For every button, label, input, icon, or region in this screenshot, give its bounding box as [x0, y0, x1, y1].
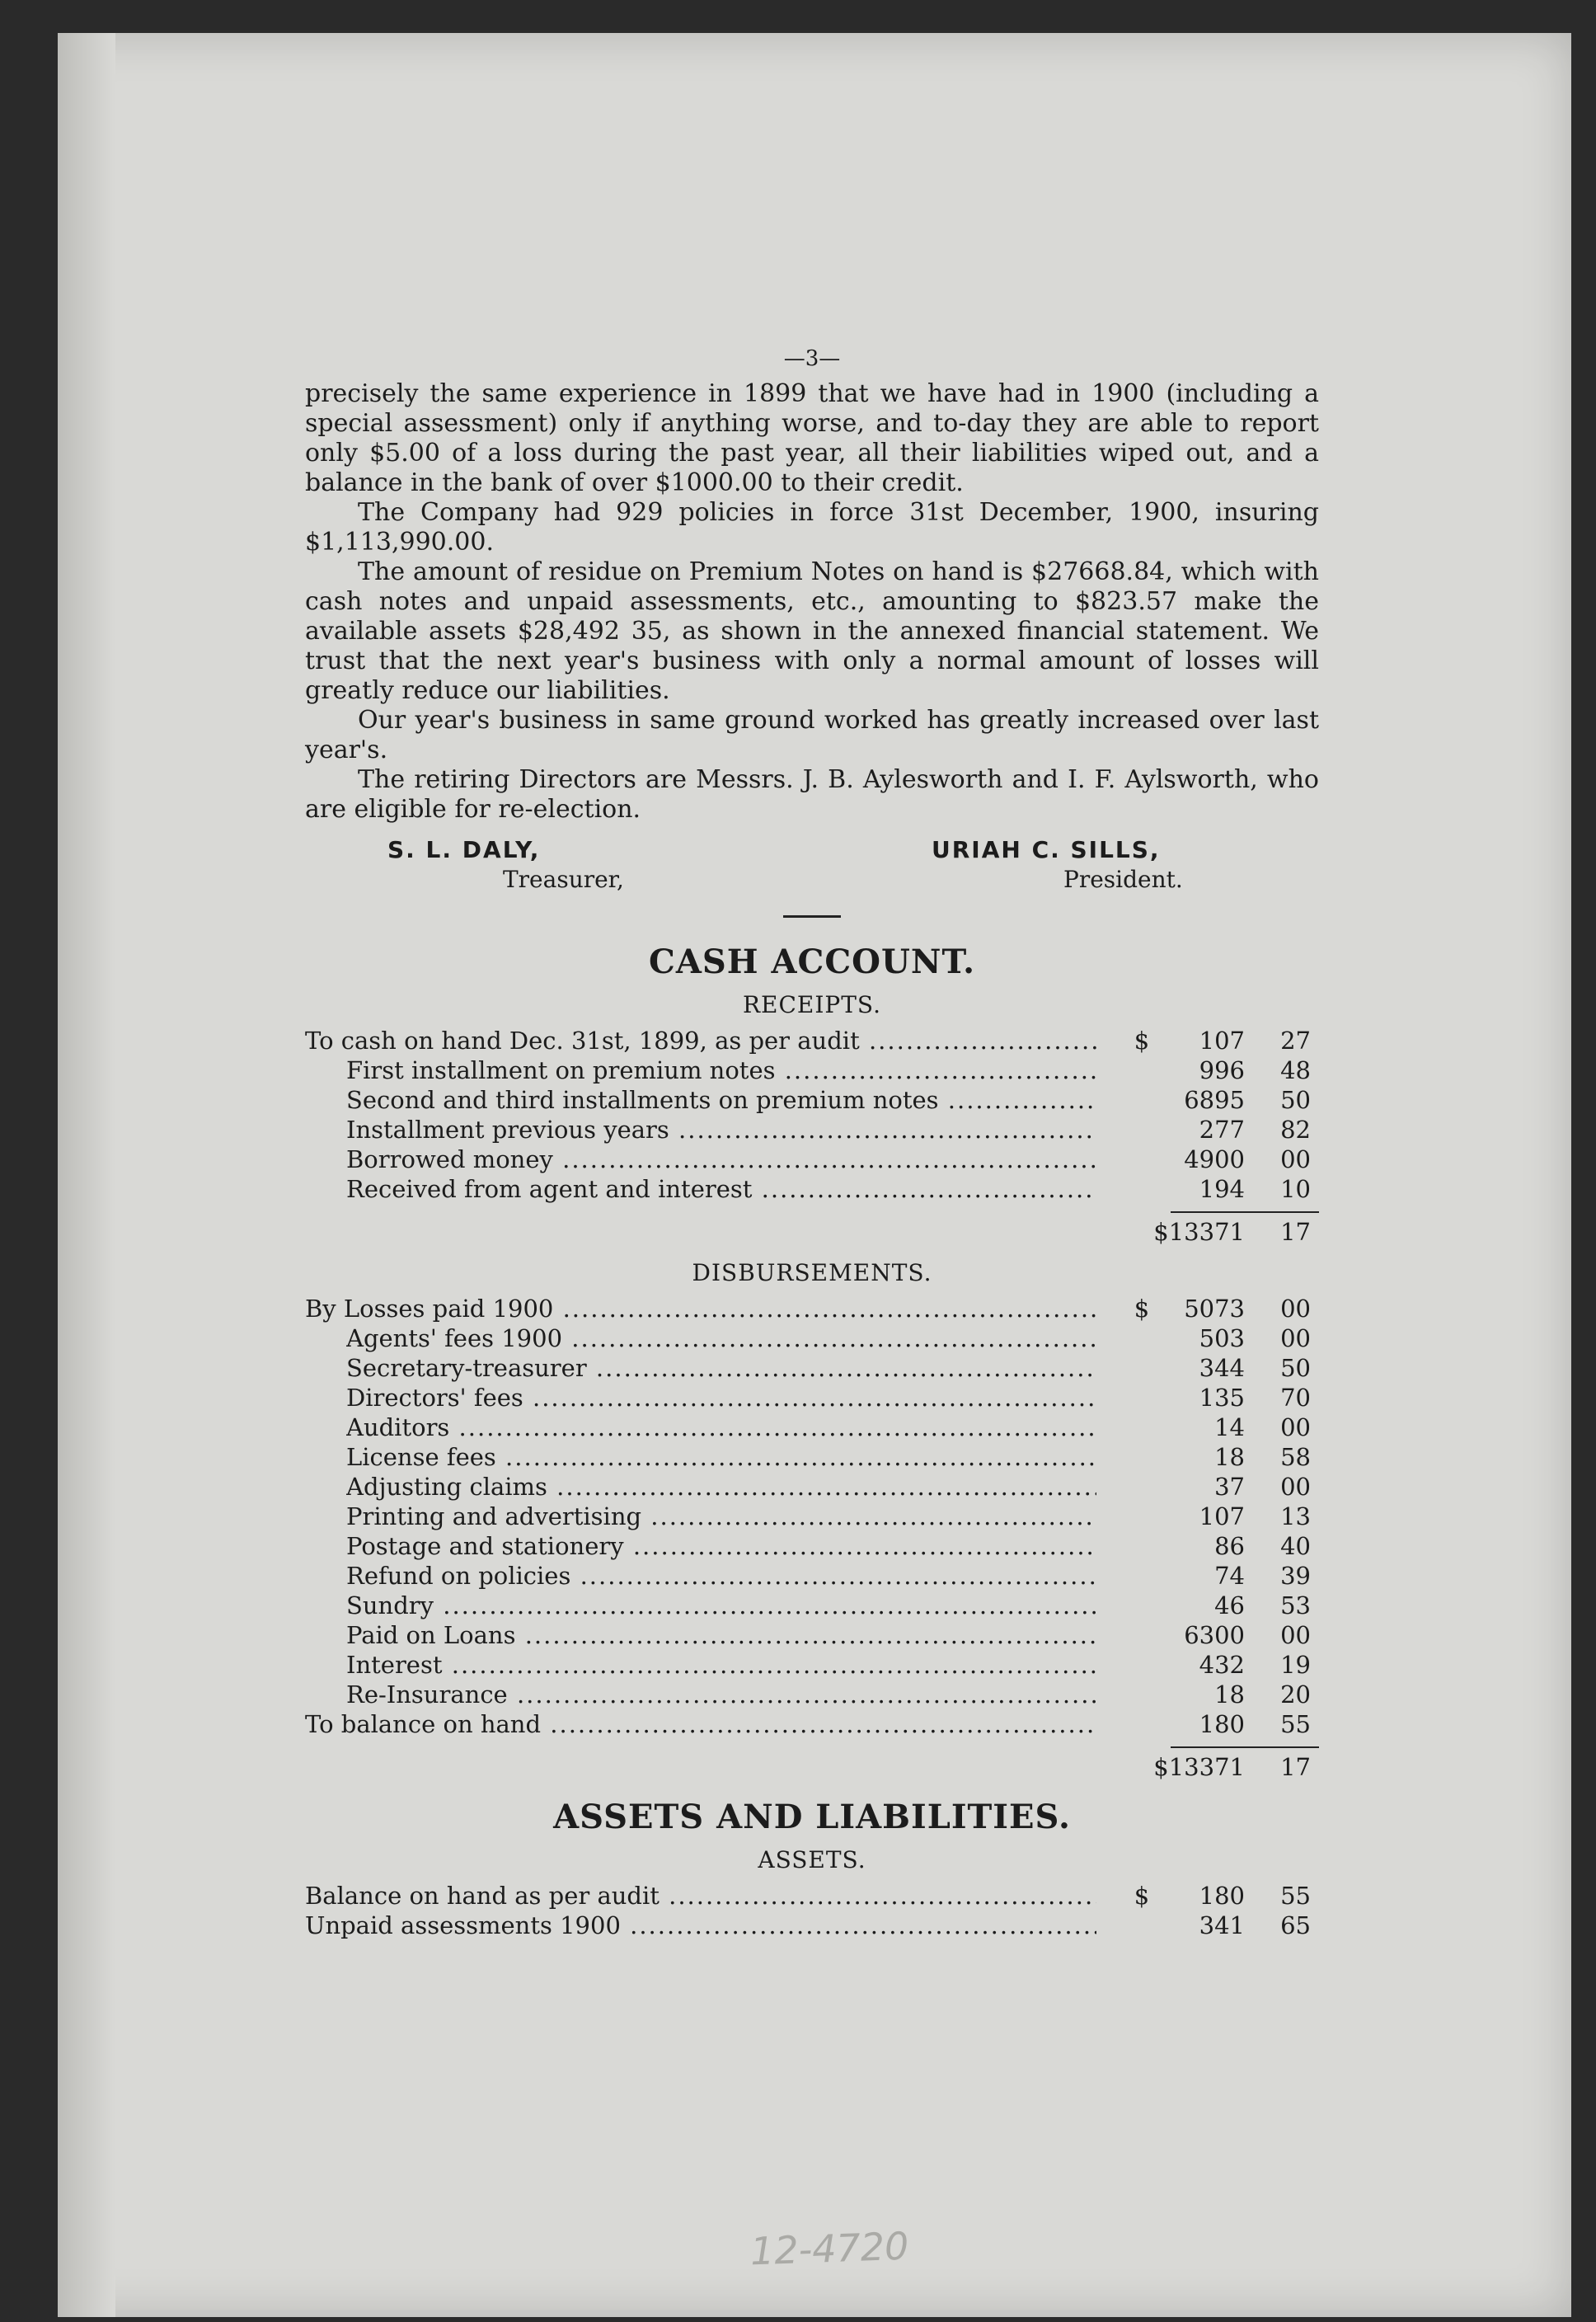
ledger-label: Borrowed money .....: [346, 1145, 1096, 1173]
disbursements-ledger: [305, 1295, 1319, 1740]
ledger-label: Paid on Loans .....: [346, 1621, 1096, 1649]
total-rule: [305, 1740, 1319, 1753]
cents-value: 55: [1280, 1710, 1311, 1738]
receipts-total-cents: 17: [1280, 1218, 1311, 1246]
cents-value: 20: [1280, 1680, 1311, 1709]
cents-value: 50: [1280, 1354, 1311, 1382]
section-divider: [783, 915, 841, 918]
total-rule: [305, 1205, 1319, 1218]
cents-value: 00: [1280, 1621, 1311, 1649]
ledger-row: [305, 1384, 1319, 1413]
ledger-label: Refund on policies .....: [346, 1562, 1096, 1590]
dollars-value: 194: [1199, 1175, 1245, 1203]
cents-value: 40: [1280, 1532, 1311, 1560]
ledger-row: [305, 1295, 1319, 1324]
ledger-row: [305, 1145, 1319, 1175]
ledger-label: Re-Insurance .....: [346, 1680, 1096, 1709]
dollars-value: 18: [1214, 1680, 1245, 1709]
page-fold-shadow: [58, 33, 115, 2317]
dollars-value: 74: [1214, 1562, 1245, 1590]
president-title: President.: [1063, 866, 1183, 893]
dollars-value: 180: [1199, 1710, 1245, 1738]
ledger-label: Installment previous years .....: [346, 1116, 1096, 1144]
ledger-label: Directors' fees .....: [346, 1384, 1096, 1412]
cents-value: 82: [1280, 1116, 1311, 1144]
receipts-total-dollars: $13371: [1153, 1218, 1245, 1246]
paragraph-experience: precisely the same experience in 1899 that we have had in 1900 (including a special assessment) only if anything worse, and to-day they are able to report only $5.00 of a loss during the past year, all their liabilities wiped out, and a balance in the bank of over $1000.00 to their credit.: [305, 379, 1319, 497]
ledger-row: [305, 1027, 1319, 1056]
assets-liabilities-title: ASSETS AND LIABILITIES.: [553, 1798, 1071, 1836]
ledger-label: Auditors .....: [346, 1413, 1096, 1441]
dollars-value: 180: [1199, 1882, 1245, 1910]
ledger-label: Adjusting claims .....: [346, 1473, 1096, 1501]
cents-value: 53: [1280, 1591, 1311, 1619]
cents-value: 13: [1280, 1502, 1311, 1530]
dollars-value: 6895: [1184, 1086, 1245, 1114]
ledger-label: Postage and stationery .....: [346, 1532, 1096, 1560]
treasurer-name: S. L. DALY,: [387, 836, 541, 863]
ledger-label: Agents' fees 1900 .....: [346, 1324, 1096, 1352]
cents-value: 55: [1280, 1882, 1311, 1910]
dollars-value: 18: [1214, 1443, 1245, 1471]
signature-block: [305, 833, 1319, 899]
cents-value: 50: [1280, 1086, 1311, 1114]
cents-value: 00: [1280, 1473, 1311, 1501]
dollars-value: 5073: [1184, 1295, 1245, 1323]
ledger-label: Sundry .....: [346, 1591, 1096, 1619]
dollars-value: 344: [1199, 1354, 1245, 1382]
ledger-label: By Losses paid 1900 .....: [305, 1295, 1096, 1323]
ledger-label: Received from agent and interest .....: [346, 1175, 1096, 1203]
cents-value: 00: [1280, 1145, 1311, 1173]
paragraph-directors: The retiring Directors are Messrs. J. B. Aylesworth and I. F. Aylsworth, who are eligible for re-election.: [305, 765, 1319, 824]
cents-value: 00: [1280, 1413, 1311, 1441]
ledger-row: [305, 1473, 1319, 1502]
paragraph-residue: The amount of residue on Premium Notes on hand is $27668.84, which with cash notes and unpaid assessments, etc., amounting to $823.57 make the available assets $28,492 35, as shown in the annexed financial statement. We trust that the next year's business with only a normal amount of losses will greatly reduce our liabilities.: [305, 557, 1319, 705]
ledger-label: Printing and advertising .....: [346, 1502, 1096, 1530]
page-content: [305, 346, 1319, 1941]
ledger-row: [305, 1710, 1319, 1740]
dollars-value: 4900: [1184, 1145, 1245, 1173]
paragraph-policies: The Company had 929 policies in force 31st December, 1900, insuring $1,113,990.00.: [305, 498, 1319, 557]
dollars-value: 86: [1214, 1532, 1245, 1560]
dollars-value: 341: [1199, 1911, 1245, 1939]
cents-value: 00: [1280, 1324, 1311, 1352]
cents-value: 10: [1280, 1175, 1311, 1203]
receipts-heading: RECEIPTS.: [742, 991, 882, 1018]
ledger-row: [305, 1056, 1319, 1086]
cents-value: 27: [1280, 1027, 1311, 1055]
disbursements-total-row: [305, 1753, 1319, 1789]
dollars-value: 135: [1199, 1384, 1245, 1412]
currency-sign: $: [1134, 1882, 1150, 1910]
ledger-row: [305, 1413, 1319, 1443]
ledger-row: [305, 1651, 1319, 1680]
dollars-value: 432: [1199, 1651, 1245, 1679]
ledger-row: [305, 1680, 1319, 1710]
treasurer-title: Treasurer,: [503, 866, 624, 893]
ledger-row: [305, 1443, 1319, 1473]
ledger-row: [305, 1324, 1319, 1354]
paragraph-business: Our year's business in same ground worked has greatly increased over last year's.: [305, 706, 1319, 764]
ledger-label: Unpaid assessments 1900 .....: [305, 1911, 1096, 1939]
dollars-value: 107: [1199, 1502, 1245, 1530]
ledger-label: First installment on premium notes .....: [346, 1056, 1096, 1084]
cents-value: 39: [1280, 1562, 1311, 1590]
cents-value: 48: [1280, 1056, 1311, 1084]
ledger-row: [305, 1532, 1319, 1562]
ledger-label: Secretary-treasurer .....: [346, 1354, 1096, 1382]
assets-ledger: [305, 1882, 1319, 1941]
dollars-value: 14: [1214, 1413, 1245, 1441]
ledger-label: Second and third installments on premium notes .....: [346, 1086, 1096, 1114]
dollars-value: 37: [1214, 1473, 1245, 1501]
ledger-label: To cash on hand Dec. 31st, 1899, as per audit .....: [305, 1027, 1096, 1055]
ledger-label: Interest .....: [346, 1651, 1096, 1679]
ledger-row: [305, 1562, 1319, 1591]
cents-value: 00: [1280, 1295, 1311, 1323]
president-name: URIAH C. SILLS,: [932, 836, 1161, 863]
ledger-row: [305, 1086, 1319, 1116]
currency-sign: $: [1134, 1295, 1150, 1323]
ledger-row: [305, 1882, 1319, 1911]
page-number: —3—: [783, 346, 841, 371]
ledger-label: License fees .....: [346, 1443, 1096, 1471]
dollars-value: 996: [1199, 1056, 1245, 1084]
cash-account-title: CASH ACCOUNT.: [648, 942, 975, 981]
dollars-value: 107: [1199, 1027, 1245, 1055]
disbursements-heading: DISBURSEMENTS.: [692, 1259, 932, 1286]
disbursements-total-dollars: $13371: [1153, 1753, 1245, 1781]
ledger-label: To balance on hand .....: [305, 1710, 1096, 1738]
ledger-row: [305, 1911, 1319, 1941]
dollars-value: 503: [1199, 1324, 1245, 1352]
receipts-ledger: [305, 1027, 1319, 1205]
ledger-row: [305, 1354, 1319, 1384]
ledger-label: Balance on hand as per audit .....: [305, 1882, 1096, 1910]
cents-value: 19: [1280, 1651, 1311, 1679]
receipts-total-row: [305, 1218, 1319, 1254]
cents-value: 58: [1280, 1443, 1311, 1471]
document-page: [58, 33, 1571, 2317]
assets-heading: ASSETS.: [758, 1846, 866, 1873]
dollars-value: 6300: [1184, 1621, 1245, 1649]
currency-sign: $: [1134, 1027, 1150, 1055]
cents-value: 65: [1280, 1911, 1311, 1939]
dollars-value: 46: [1214, 1591, 1245, 1619]
ledger-row: [305, 1621, 1319, 1651]
ledger-row: [305, 1116, 1319, 1145]
pencil-note: 12-4720: [749, 2223, 910, 2274]
cents-value: 70: [1280, 1384, 1311, 1412]
dollars-value: 277: [1199, 1116, 1245, 1144]
ledger-row: [305, 1591, 1319, 1621]
ledger-row: [305, 1502, 1319, 1532]
disbursements-total-cents: 17: [1280, 1753, 1311, 1781]
ledger-row: [305, 1175, 1319, 1205]
